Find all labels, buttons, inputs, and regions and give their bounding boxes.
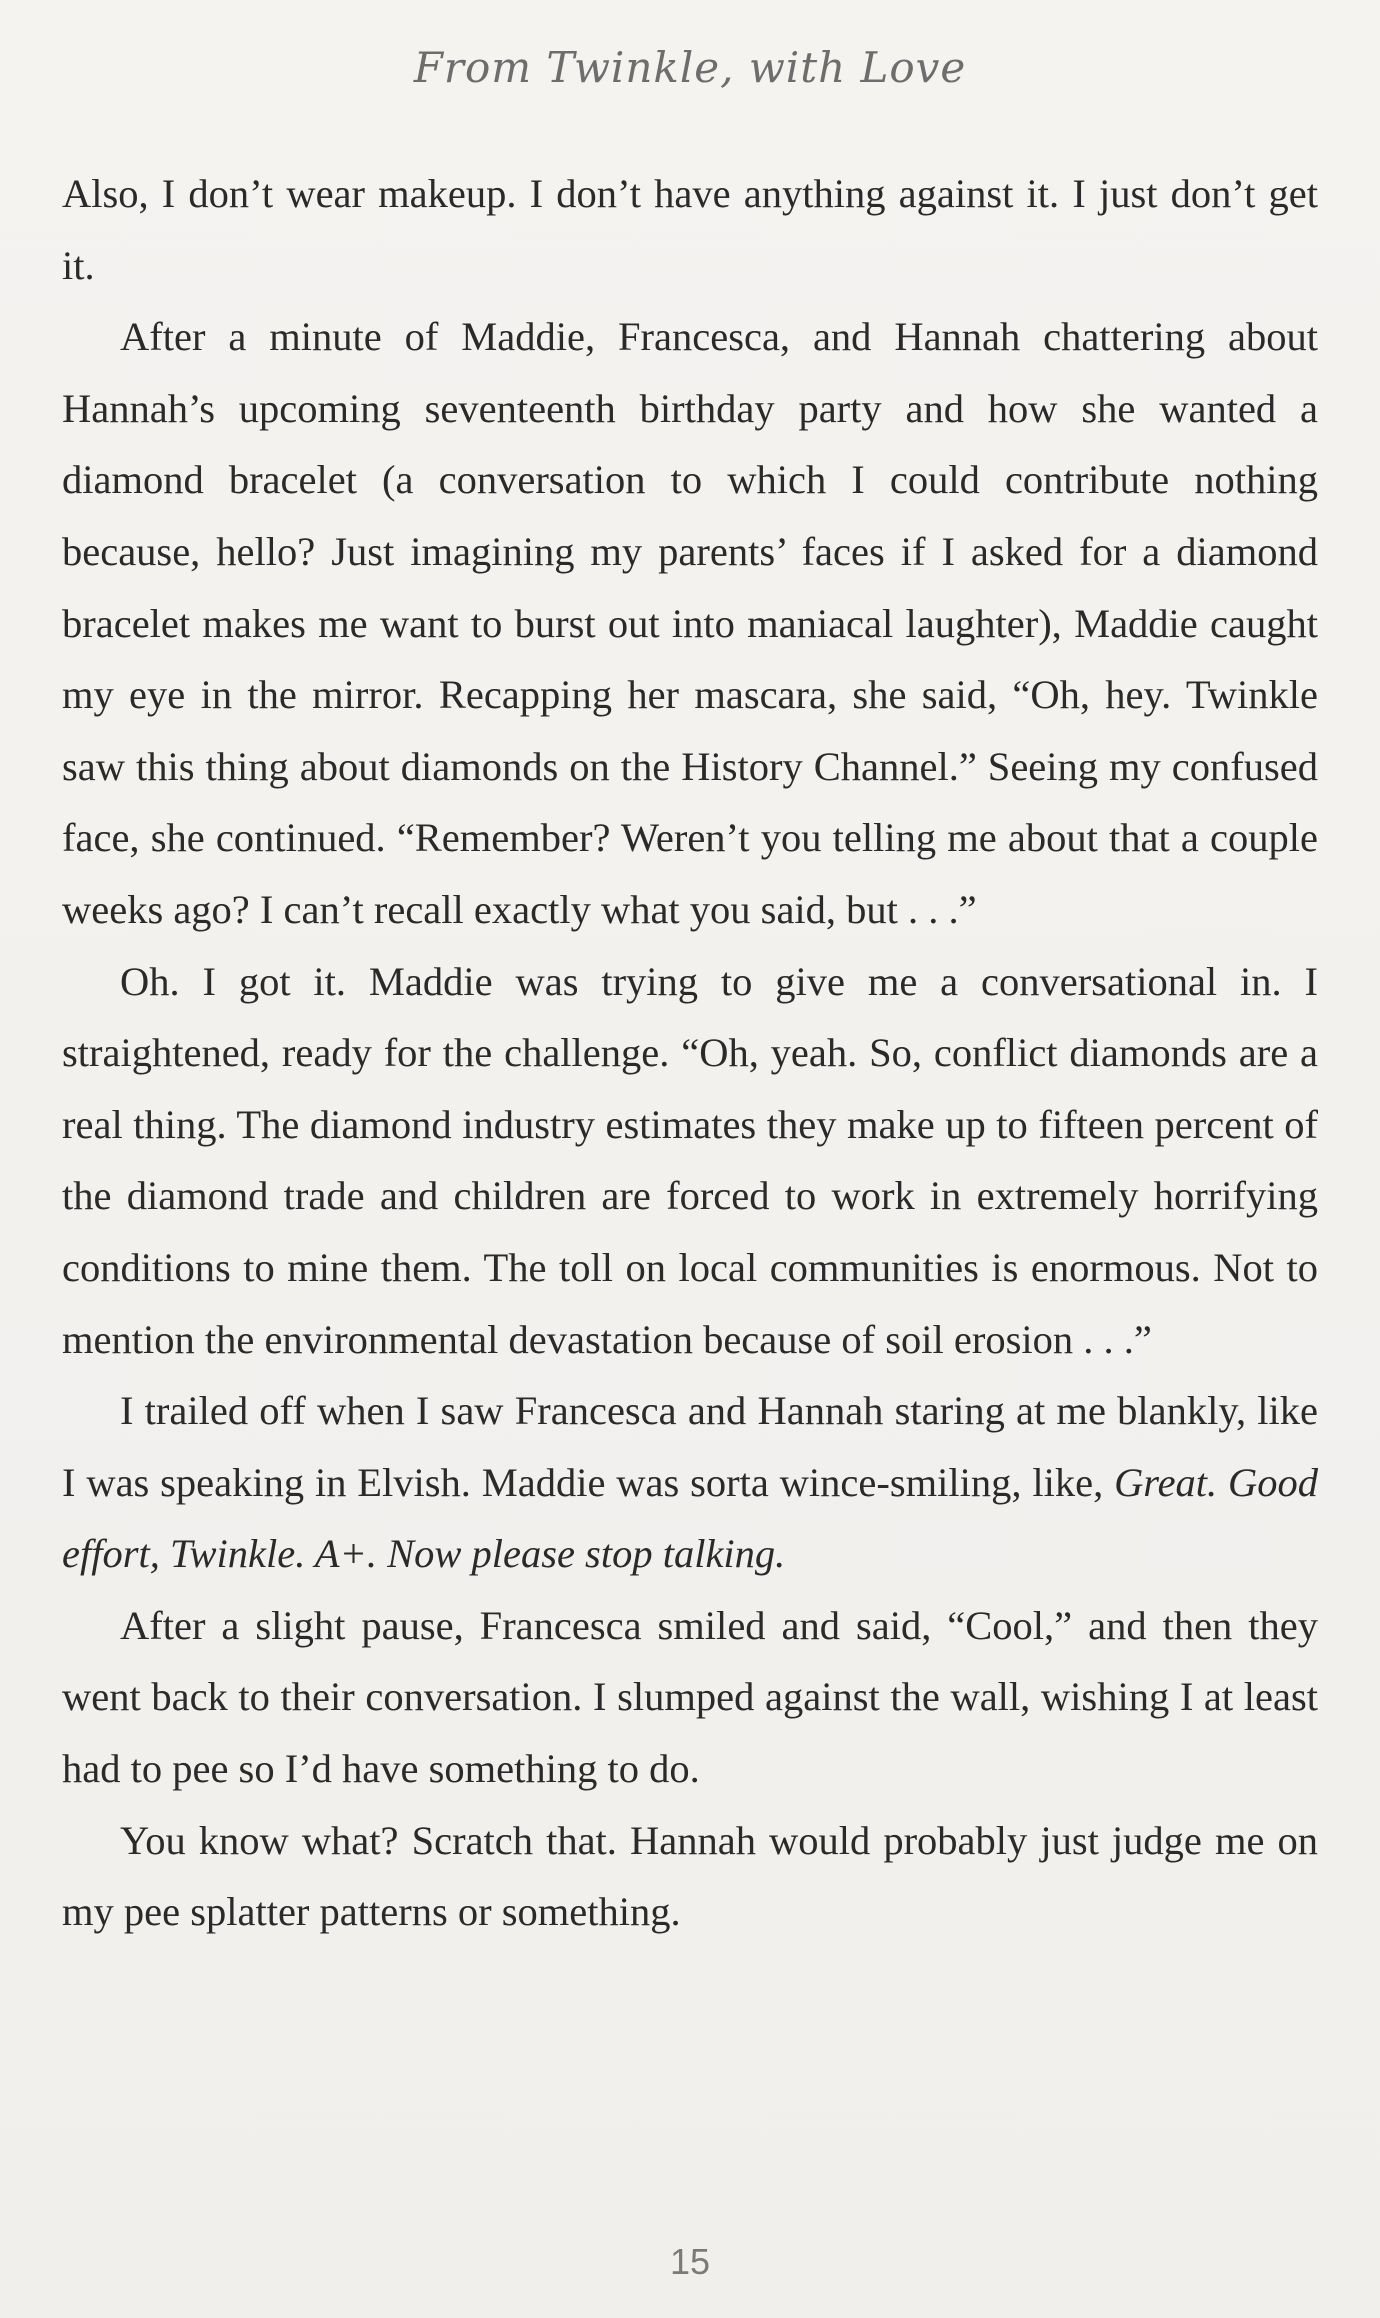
body-text — [62, 158, 1318, 1948]
paragraph-1 — [62, 158, 1318, 301]
paragraph-4-text: I trailed off when I saw Francesca and Hannah staring at me blankly, like I was speaking in Elvish. Maddie was sorta wince-smiling, like, — [62, 1388, 1318, 1505]
paragraph-2-text: After a minute of Maddie, Francesca, and Hannah chattering about Hannah’s upcoming seventeenth birthday party and how she wanted a diamond bracelet (a conversation to which I could contribute nothing because, hello? Just imagining my parents’ faces if I asked for a diamond bracelet makes me want to burst out into maniacal laughter), Maddie caught my eye in the mirror. Recapping her mascara, she said, “Oh, hey. Twinkle saw this thing about diamonds on the History Channel.” Seeing my confused face, she continued. “Remember? Weren’t you telling me about that a couple weeks ago? I can’t recall exactly what you said, but . . .” — [62, 314, 1318, 932]
paragraph-5 — [62, 1590, 1318, 1805]
paragraph-6-text: You know what? Scratch that. Hannah would probably just judge me on my pee splatter patterns or something. — [62, 1817, 1318, 1935]
paragraph-6 — [62, 1805, 1318, 1948]
paragraph-5-text: After a slight pause, Francesca smiled and said, “Cool,” and then they went back to their conversation. I slumped against the wall, wishing I at least had to pee so I’d have something to do. — [62, 1602, 1318, 1792]
running-head: From Twinkle, with Love — [413, 43, 967, 92]
paragraph-4-italic-text: Great. Good effort, Twinkle. A+. Now please stop talking. — [62, 1459, 1319, 1577]
page-number: 15 — [669, 2241, 711, 2282]
paragraph-4 — [62, 1375, 1318, 1590]
paragraph-3 — [62, 946, 1318, 1376]
paragraph-2 — [62, 301, 1318, 945]
paragraph-1-text: Also, I don’t wear makeup. I don’t have anything against it. I just don’t get it. — [62, 171, 1318, 288]
paragraph-3-text: Oh. I got it. Maddie was trying to give me a conversational in. I straightened, ready for the challenge. “Oh, yeah. So, conflict diamonds are a real thing. The diamond industry estimates they make up to fifteen percent of the diamond trade and children are forced to work in extremely horrifying conditions to mine them. The toll on local communities is enormous. Not to mention the environmental devastation because of soil erosion . . .” — [62, 958, 1318, 1362]
